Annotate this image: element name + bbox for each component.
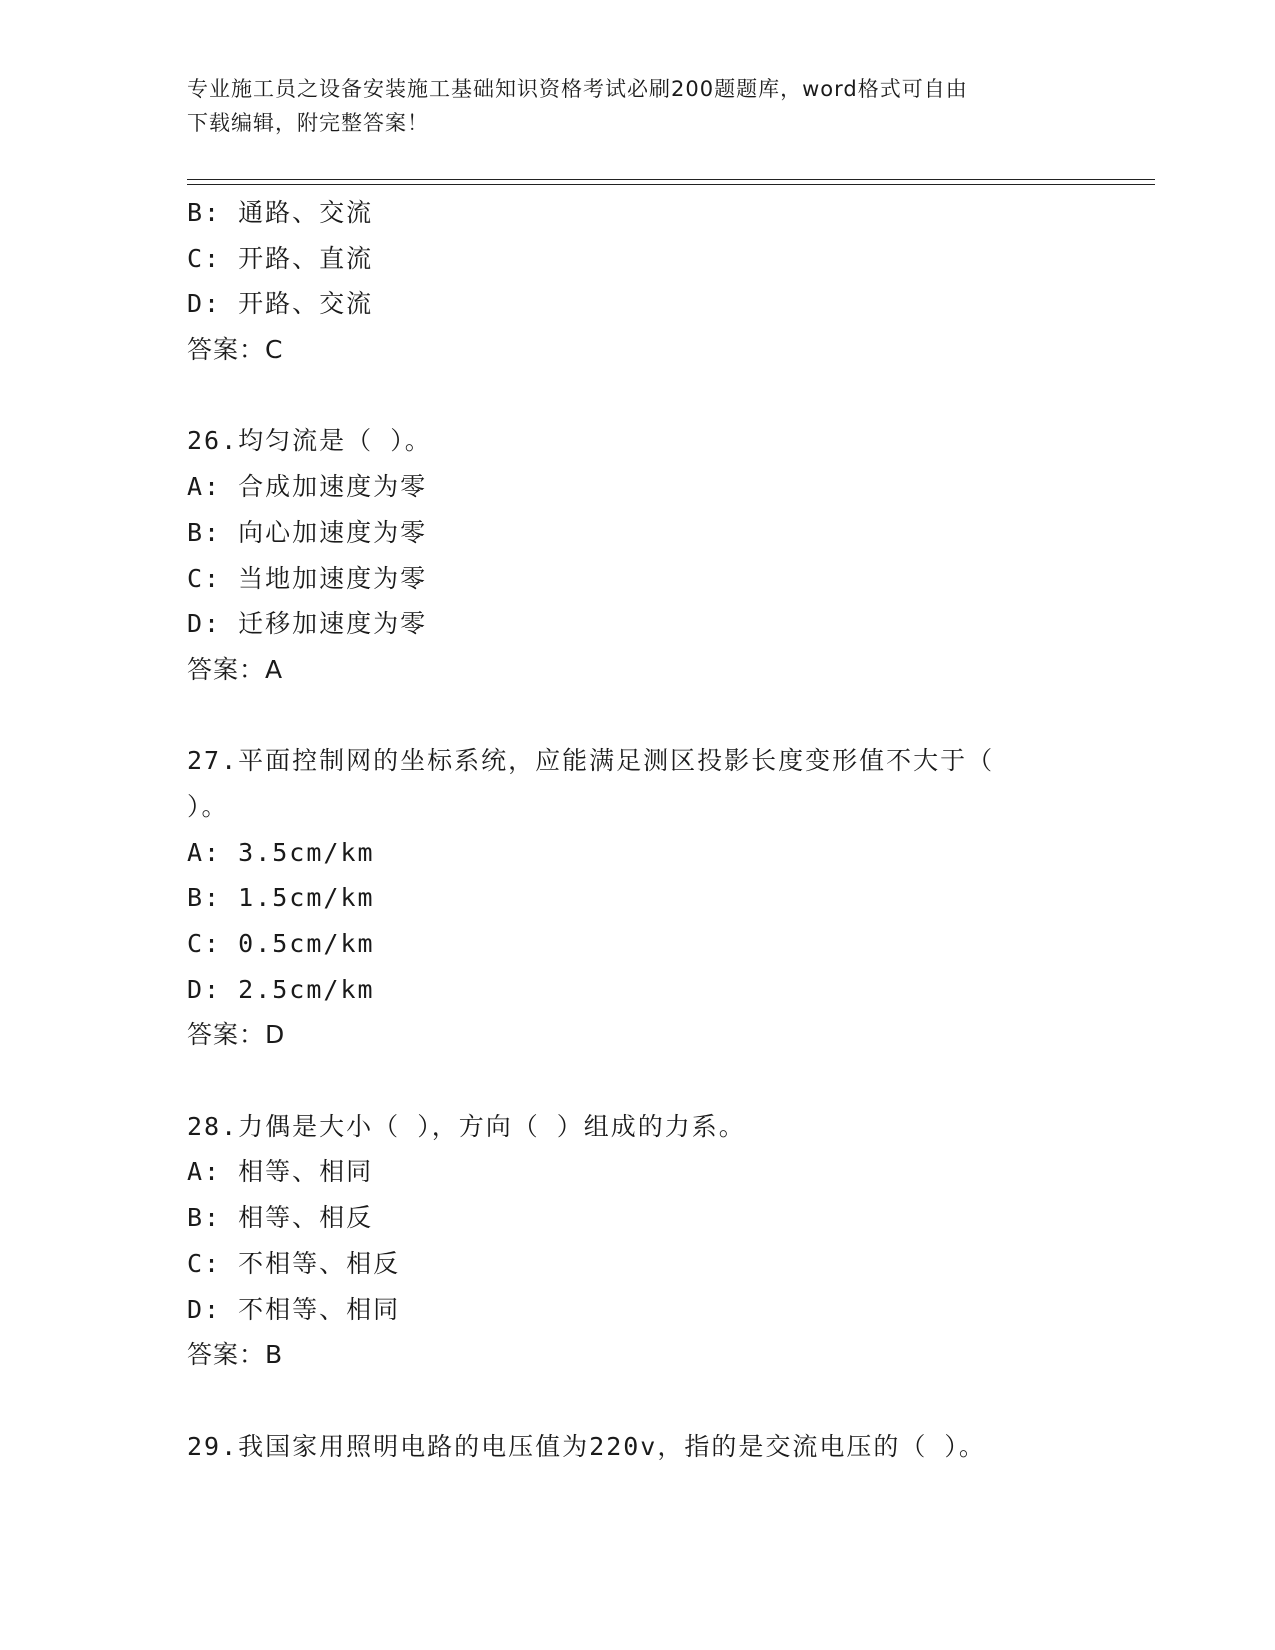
option-a: A: 合成加速度为零 <box>187 472 428 502</box>
option-c: C: 当地加速度为零 <box>187 563 428 593</box>
header-divider-bottom <box>187 184 1155 185</box>
answer: 答案：A <box>187 654 284 684</box>
option-d: D: 2.5cm/km <box>187 974 375 1004</box>
option-c: C: 开路、直流 <box>187 243 374 273</box>
question-text: 26.均匀流是（ ）。 <box>187 426 432 456</box>
header-line-1: 专业施工员之设备安装施工基础知识资格考试必刷200题题库，word格式可自由 <box>187 77 968 101</box>
header-divider-top <box>187 179 1155 180</box>
question-27-block <box>187 738 1087 1058</box>
question-text-line-1: 27.平面控制网的坐标系统，应能满足测区投影长度变形值不大于（ <box>187 746 995 776</box>
option-d: D: 开路、交流 <box>187 289 374 319</box>
answer: 答案：B <box>187 1340 284 1370</box>
option-c: C: 不相等、相反 <box>187 1248 401 1278</box>
question-text-line-2: ）。 <box>187 791 229 821</box>
question-25-block <box>187 190 1087 373</box>
question-29-block <box>187 1424 1087 1470</box>
answer: 答案：C <box>187 335 284 365</box>
answer: 答案：D <box>187 1020 286 1050</box>
option-b: B: 1.5cm/km <box>187 883 375 913</box>
option-d: D: 不相等、相同 <box>187 1294 401 1324</box>
question-text: 29.我国家用照明电路的电压值为220v，指的是交流电压的（ ）。 <box>187 1431 986 1461</box>
option-c: C: 0.5cm/km <box>187 929 375 958</box>
question-list <box>187 190 1087 1469</box>
question-28-block <box>187 1104 1087 1378</box>
question-26-block <box>187 418 1087 692</box>
document-header <box>187 72 1077 140</box>
option-b: B: 相等、相反 <box>187 1203 374 1233</box>
option-b: B: 向心加速度为零 <box>187 517 428 547</box>
option-d: D: 迁移加速度为零 <box>187 609 428 639</box>
option-b: B: 通路、交流 <box>187 198 374 227</box>
option-a: A: 3.5cm/km <box>187 837 375 867</box>
header-line-2: 下载编辑，附完整答案！ <box>187 111 429 135</box>
option-a: A: 相等、相同 <box>187 1157 374 1187</box>
question-text: 28.力偶是大小（ ），方向（ ）组成的力系。 <box>187 1111 746 1141</box>
